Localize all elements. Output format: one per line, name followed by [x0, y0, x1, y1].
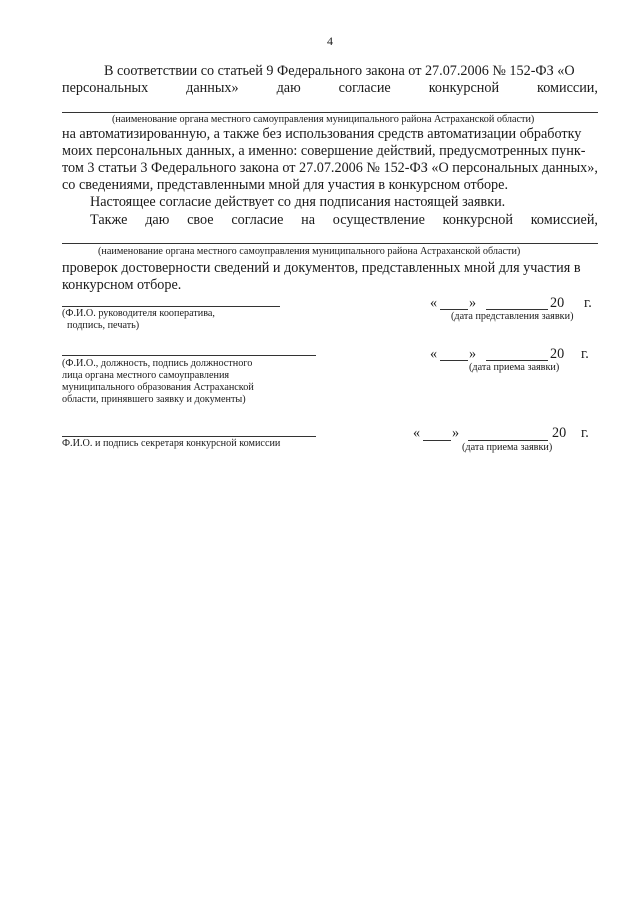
word: комиссией,: [530, 212, 598, 228]
date-month-line-3: [468, 440, 548, 441]
word: комиссии,: [537, 80, 598, 96]
date-year-suffix-3: г.: [581, 425, 589, 441]
date-close-2: »: [469, 346, 477, 362]
date-year-2: 20: [550, 346, 565, 362]
signature-caption-2b: лица органа местного самоуправления: [62, 370, 230, 381]
fill-line-1: [62, 112, 598, 113]
signature-line-3: [62, 436, 316, 437]
para2: Настоящее согласие действует со дня подписания настоящей заявки.: [90, 194, 506, 210]
signature-caption-1a: (Ф.И.О. руководителя кооператива,: [62, 308, 215, 319]
word: конкурсной: [442, 212, 513, 228]
caption-organ-2: (наименование органа местного самоуправления муниципального района Астраханской области): [98, 246, 521, 257]
signature-caption-1b: подпись, печать): [67, 320, 140, 331]
word: свое: [187, 212, 214, 228]
para1-line1: В соответствии со статьей 9 Федерального закона от 27.07.2006 № 152-ФЗ «О: [104, 63, 575, 79]
signature-caption-2a: (Ф.И.О., должность, подпись должностного: [62, 358, 253, 369]
word: персональных: [62, 80, 149, 96]
para3-cont-line1: проверок достоверности сведений и документов, представленных мной для участия в: [62, 260, 581, 276]
signature-line-1: [62, 306, 280, 307]
date-year-1: 20: [550, 295, 565, 311]
para1-line2: [62, 80, 598, 97]
date-year-3: 20: [552, 425, 567, 441]
date-caption-3: (дата приема заявки): [462, 442, 553, 453]
para1-cont-line2: моих персональных данных, а именно: совершение действий, предусмотренных пунк-: [62, 143, 586, 159]
date-caption-2: (дата приема заявки): [469, 362, 560, 373]
word: согласие: [338, 80, 391, 96]
date-day-line-3: [423, 440, 451, 441]
word: осуществление: [332, 212, 425, 228]
date-month-line-2: [486, 360, 548, 361]
date-open-1: «: [430, 295, 438, 311]
word: согласие: [231, 212, 284, 228]
signature-line-2: [62, 355, 316, 356]
para1-cont-line4: со сведениями, представленными мной для участия в конкурсном отборе.: [62, 177, 508, 193]
signature-caption-2d: области, принявшего заявку и документы): [62, 394, 246, 405]
date-caption-1: (дата представления заявки): [451, 311, 574, 322]
para3-line1: [90, 212, 598, 229]
word: даю: [145, 212, 170, 228]
date-day-line-2: [440, 360, 468, 361]
word: даю: [276, 80, 301, 96]
word: Также: [90, 212, 128, 228]
para3-cont-line2: конкурсном отборе.: [62, 277, 182, 293]
date-open-3: «: [413, 425, 421, 441]
word: данных»: [186, 80, 239, 96]
para1-cont-line1: на автоматизированную, а также без использования средств автоматизации обработку: [62, 126, 582, 142]
signature-caption-2c: муниципального образования Астраханской: [62, 382, 254, 393]
page-number: 4: [327, 34, 333, 48]
fill-line-2: [62, 243, 598, 244]
date-year-suffix-1: г.: [584, 295, 592, 311]
date-year-suffix-2: г.: [581, 346, 589, 362]
para1-cont-line3: том 3 статьи 3 Федерального закона от 27.07.2006 № 152-ФЗ «О персональных данных»,: [62, 160, 598, 176]
signature-caption-3: Ф.И.О. и подпись секретаря конкурсной комиссии: [62, 438, 281, 449]
date-open-2: «: [430, 346, 438, 362]
word: конкурсной: [428, 80, 500, 96]
date-close-3: »: [452, 425, 460, 441]
date-day-line-1: [440, 309, 468, 310]
date-close-1: »: [469, 295, 477, 311]
date-month-line-1: [486, 309, 548, 310]
word: на: [301, 212, 316, 228]
caption-organ-1: (наименование органа местного самоуправления муниципального района Астраханской области): [112, 114, 535, 125]
